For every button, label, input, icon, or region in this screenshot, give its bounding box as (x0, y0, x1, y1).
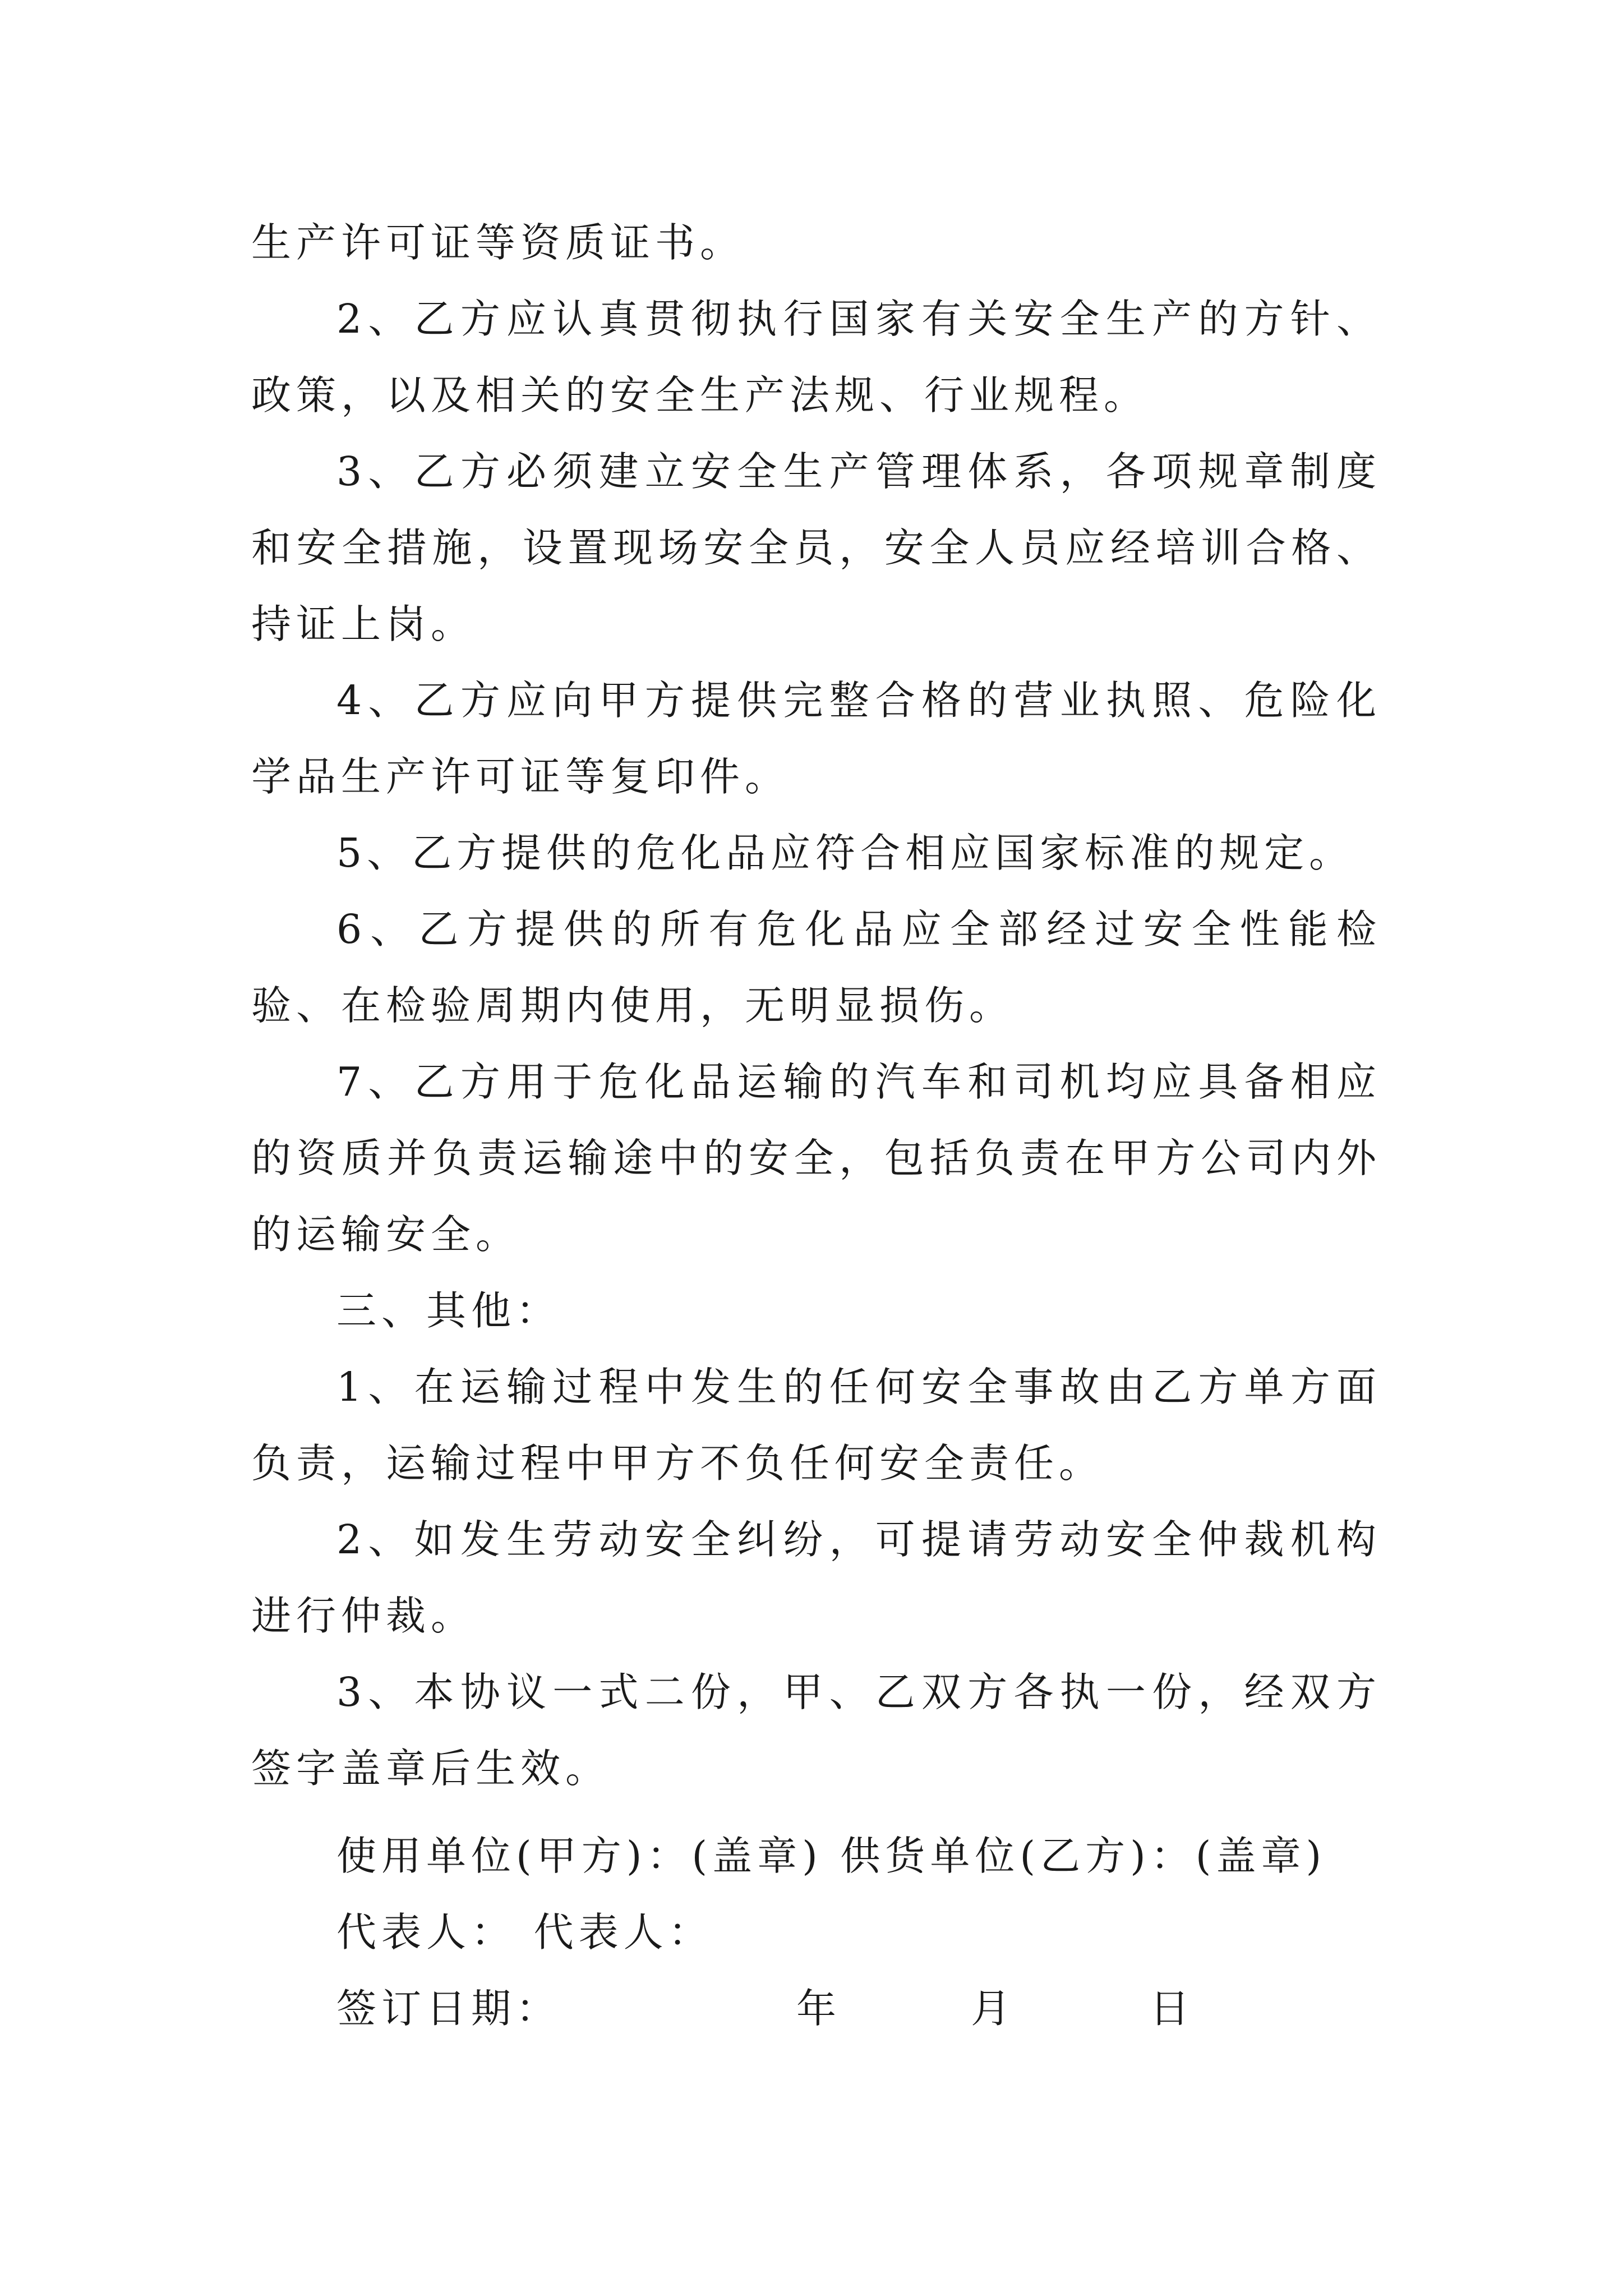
other-clause-1-paragraph: 1、在运输过程中发生的任何安全事故由乙方单方面负责，运输过程中甲方不负任何安全责任。 (251, 1364, 1381, 1487)
paragraph-continuation: 生产许可证等资质证书。 (251, 219, 745, 266)
date-year-label: 年 (796, 1985, 842, 2032)
signature-parties-line: 使用单位(甲方)：(盖章) 供货单位(乙方)：(盖章) (336, 1833, 1327, 1879)
other-clause-2-paragraph: 2、如发生劳动安全纠纷，可提请劳动安全仲裁机构进行仲裁。 (251, 1516, 1381, 1639)
clause-5-paragraph: 5、乙方提供的危化品应符合相应国家标准的规定。 (336, 830, 1354, 876)
date-day-label: 日 (1150, 1985, 1195, 2032)
signing-date-label: 签订日期： (336, 1985, 561, 2032)
clause-3-paragraph: 3、乙方必须建立安全生产管理体系，各项规章制度和安全措施，设置现场安全员，安全人员应经培训合格、持证上岗。 (251, 448, 1381, 647)
other-clause-3-paragraph: 3、本协议一式二份，甲、乙双方各执一份，经双方签字盖章后生效。 (251, 1669, 1381, 1792)
clause-6-paragraph: 6、乙方提供的所有危化品应全部经过安全性能检验、在检验周期内使用，无明显损伤。 (251, 906, 1381, 1029)
signing-date-line (336, 1971, 1326, 2047)
document-body (251, 205, 1381, 1807)
section-heading-other: 三、其他： (336, 1287, 561, 1334)
signature-block (336, 1818, 1326, 2047)
clause-4-paragraph: 4、乙方应向甲方提供完整合格的营业执照、危险化学品生产许可证等复印件。 (251, 677, 1381, 800)
date-month-label: 月 (971, 1985, 1016, 2032)
clause-2-paragraph: 2、乙方应认真贯彻执行国家有关安全生产的方针、政策，以及相关的安全生产法规、行业规程。 (251, 296, 1381, 418)
clause-7-paragraph: 7、乙方用于危化品运输的汽车和司机均应具备相应的资质并负责运输途中的安全，包括负责在甲方公司内外的运输安全。 (251, 1059, 1381, 1258)
signature-representative-line: 代表人： 代表人： (336, 1909, 713, 1955)
